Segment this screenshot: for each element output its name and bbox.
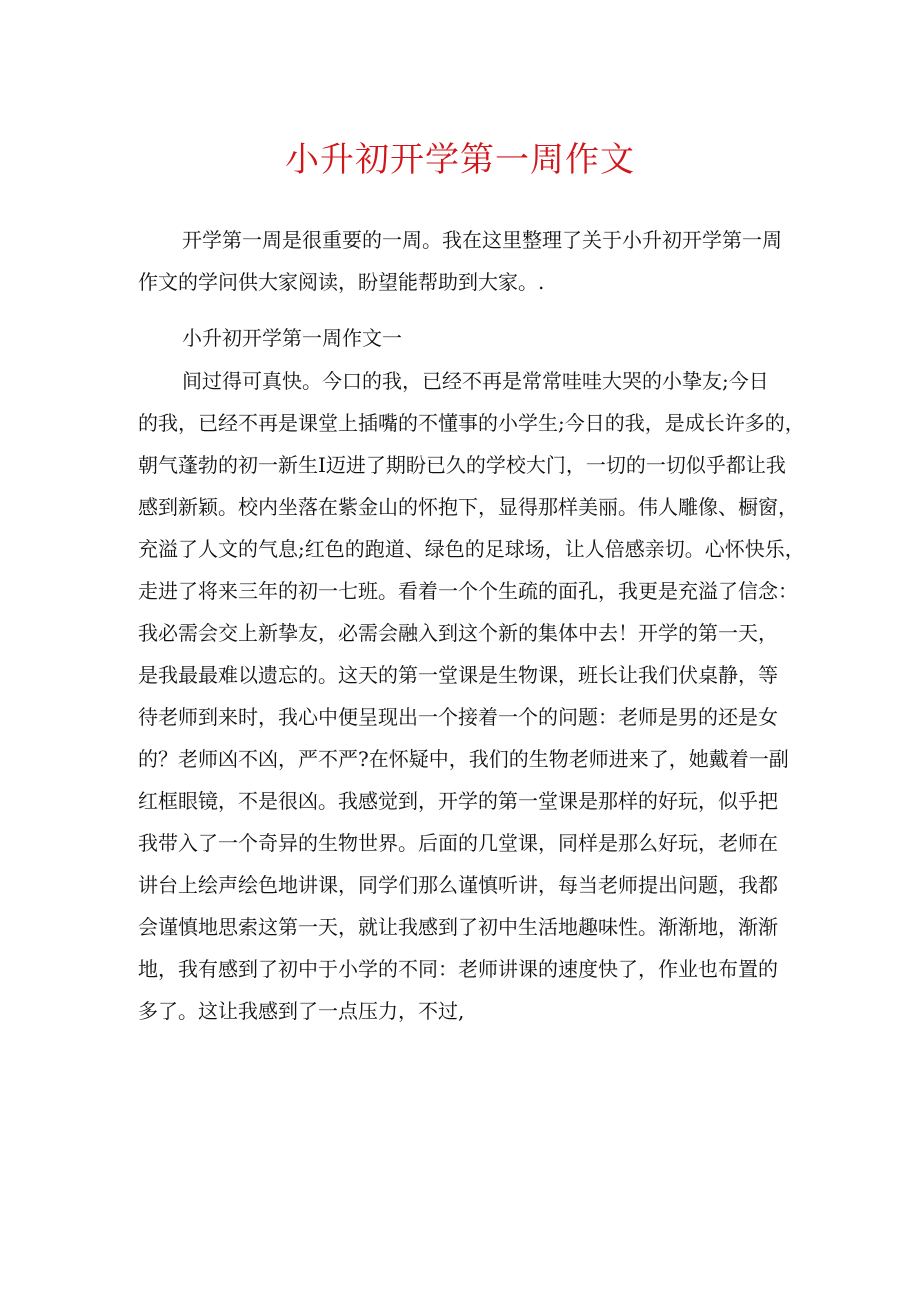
intro-line: 作文的学问供大家阅读，盼望能帮助到大家。. — [138, 270, 545, 294]
essay-line: 的我，已经不再是课堂上插嘴的不懂事的小学生;今日的我，是成长许多的， — [138, 411, 805, 435]
essay-paragraph — [138, 360, 805, 1032]
intro-paragraph — [138, 219, 788, 303]
essay-line: 充溢了人文的气息;红色的跑道、绿色的足球场，让人倍感亲切。心怀快乐， — [138, 537, 805, 561]
essay-line: 是我最最难以遗忘的。这天的第一堂课是生物课，班长让我们伏桌静，等 — [138, 663, 778, 687]
essay-line: 朝气蓬勃的初一新生I迈进了期盼已久的学校大门，一切的一切似乎都让我 — [138, 453, 786, 477]
essay-line: 走进了将来三年的初一七班。看着一个个生疏的面孔，我更是充溢了信念： — [138, 579, 798, 603]
essay-line: 我必需会交上新挚友，必需会融入到这个新的集体中去！开学的第一天， — [138, 621, 778, 645]
essay-line: 会谨慎地思索这第一天，就让我感到了初中生活地趣味性。渐渐地，渐渐 — [138, 915, 778, 939]
essay-line: 讲台上绘声绘色地讲课，同学们那么谨慎听讲，每当老师提出问题，我都 — [138, 873, 778, 897]
section-heading: 小升初开学第一周作文一 — [182, 326, 402, 350]
essay-line: 感到新颖。校内坐落在紫金山的怀抱下，显得那样美丽。伟人雕像、橱窗， — [138, 495, 798, 519]
intro-line: 开学第一周是很重要的一周。我在这里整理了关于小升初开学第一周 — [182, 228, 782, 252]
essay-line: 间过得可真快。今口的我，已经不再是常常哇哇大哭的小挚友;今日 — [182, 369, 769, 393]
essay-line: 地，我有感到了初中于小学的不同：老师讲课的速度快了，作业也布置的 — [138, 957, 778, 981]
section-heading-block — [138, 317, 788, 359]
essay-line: 多了。这让我感到了一点压力，不过, — [138, 999, 465, 1023]
essay-line: 待老师到来时，我心中便呈现出一个接着一个的问题：老师是男的还是女 — [138, 705, 778, 729]
essay-line: 红框眼镜，不是很凶。我感觉到，开学的第一堂课是那样的好玩，似乎把 — [138, 789, 778, 813]
document-title: 小升初开学第一周作文 — [285, 140, 635, 180]
essay-line: 的？老师凶不凶，严不严?在怀疑中，我们的生物老师进来了，她戴着一副 — [138, 747, 789, 771]
essay-line: 我带入了一个奇异的生物世界。后面的几堂课，同样是那么好玩，老师在 — [138, 831, 778, 855]
